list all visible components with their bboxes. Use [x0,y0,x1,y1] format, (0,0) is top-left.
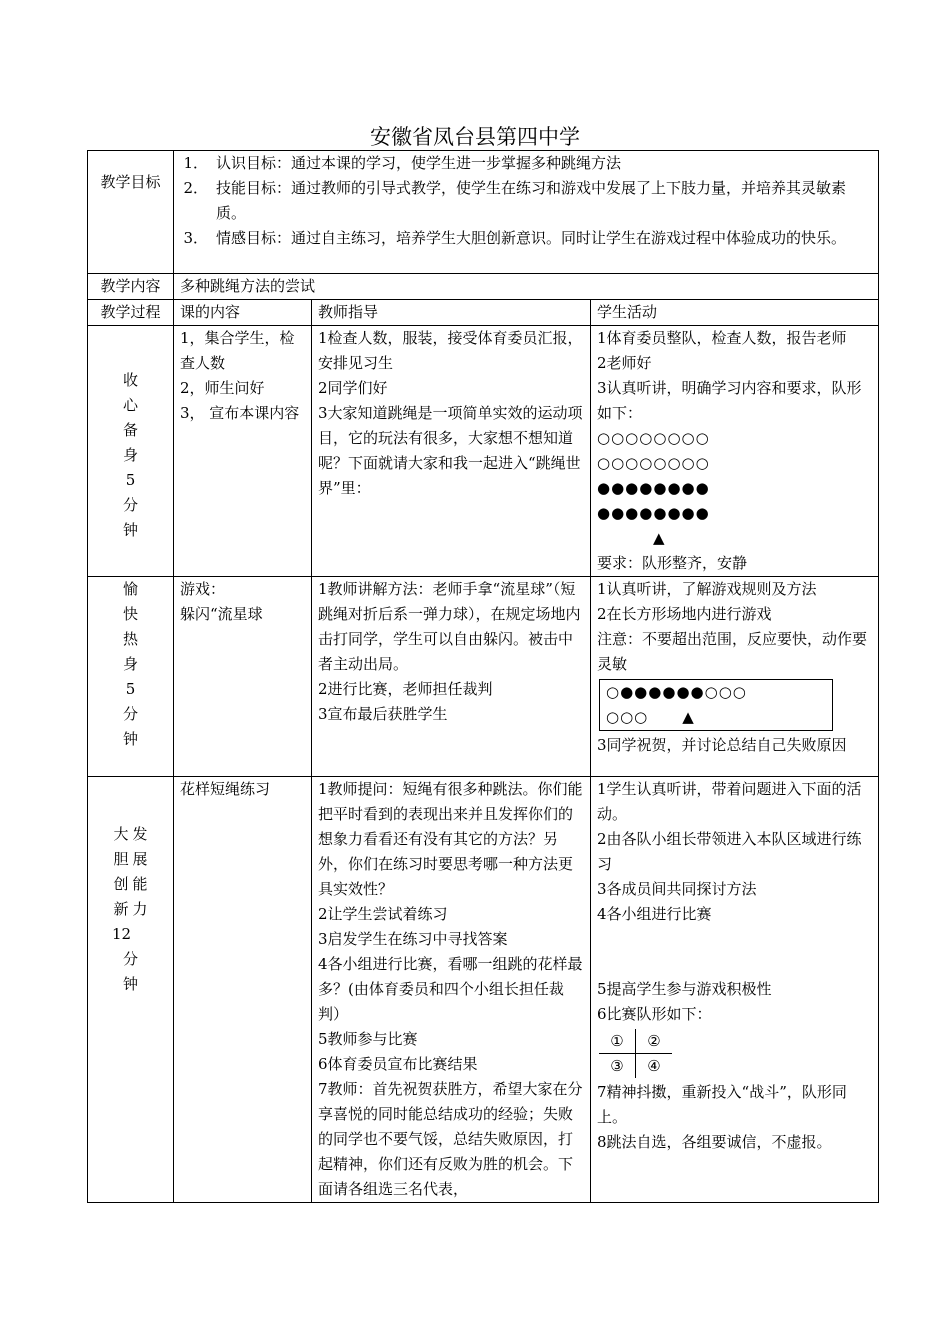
school-title: 安徽省凤台县第四中学 [370,125,580,149]
section2-label: 愉 快 热 身 5 分 钟 [88,577,174,777]
group-1-label: ① [599,1029,636,1054]
content-row [88,274,879,300]
section2-lesson: 游戏： 躲闪“流星球 [174,577,312,777]
section3-label: 大 胆 创 新 发 展 能 力 12 分 钟 [88,777,174,1203]
header-student: 学生活动 [591,300,879,326]
header-row [88,300,879,326]
goal-item: 1． 认识目标：通过本课的学习，使学生进一步掌握多种跳绳方法 [183,154,622,172]
section1-label: 收 心 备 身 5 分 钟 [88,326,174,577]
requirement-text: 要求：队形整齐，安静 [597,554,748,572]
group-4-label: ④ [636,1054,673,1079]
process-label: 教学过程 [88,300,174,326]
goal-item: 3． 情感目标：通过自主练习，培养学生大胆创新意识。同时让学生在游戏过程中体验成功的快乐。 [183,229,847,247]
section1-teacher: 1检查人数，服装，接受体育委员汇报，安排见习生 2同学们好 3大家知道跳绳是一项简单实效的运动项目，它的玩法有很多，大家想不想知道呢？下面就请大家和我一起进入“跳绳世界”里： [312,326,591,577]
section3-row [88,777,879,1203]
group-3-label: ③ [610,1057,624,1075]
formation-row: ●●●●●●●● [597,504,710,522]
goals-row [88,151,879,274]
section3-student: 1学生认真听讲，带着问题进入下面的活动。 2由各队小组长带领进入本队区域进行练习 3各成员间共同探讨方法 4各小组进行比赛 5提高学生参与游戏积极性 6比赛队形如下： ① ② ③ ④ 7精神抖擞，重新投入“战斗”，队形同上。 8跳法自选，各组要诚信，不虚报。 [591,777,879,1203]
section1-row [88,326,879,577]
group-2-label: ② [636,1029,673,1054]
section2-row [88,577,879,777]
section1-student: 1体育委员整队，检查人数，报告老师 2老师好 3认真听讲，明确学习内容和要求，队形如下： ○○○○○○○○ ○○○○○○○○ ●●●●●●●● ●●●●●●●● ▲ 要求：队形整齐，安静 [591,326,879,577]
formation-row: ●●●●●●●● [597,479,710,497]
goals-list [174,151,879,274]
section2-student: 1认真听讲，了解游戏规则及方法 2在长方形场地内进行游戏 注意：不要超出范围，反应要快，动作要灵敏 ○●●●●●●○○○ ○○○ ▲ 3同学祝贺，并讨论总结自己失败原因 [591,577,879,777]
competition-grid [599,1029,672,1078]
formation-row: ○○○○○○○○ [597,454,710,472]
section3-lesson: 花样短绳练习 [174,777,312,1203]
goal-item: 2． 技能目标：通过教师的引导式教学，使学生在练习和游戏中发展了上下肢力量，并培养其灵敏素质。 [183,179,847,222]
section1-lesson: 1，集合学生，检查人数 2，师生问好 3， 宣布本课内容 [174,326,312,577]
game-field-box: ○●●●●●●○○○ ○○○ ▲ [599,679,833,731]
formation-row: ○○○○○○○○ [597,429,710,447]
goals-label: 教学目标 [88,151,174,274]
header-lesson: 课的内容 [174,300,312,326]
lesson-plan-table [87,150,879,1203]
header-teacher: 教师指导 [312,300,591,326]
section2-teacher: 1教师讲解方法：老师手拿“流星球”（短跳绳对折后系一弹力球），在规定场地内击打同学，学生可以自由躲闪。被击中者主动出局。 2进行比赛，老师担任裁判 3宣布最后获胜学生 [312,577,591,777]
content-label: 教学内容 [88,274,174,300]
teacher-triangle-icon: ▲ [682,708,695,726]
teacher-triangle-icon: ▲ [653,529,665,547]
section3-teacher: 1教师提问：短绳有很多种跳法。你们能把平时看到的表现出来并且发挥你们的想象力看看还有没有其它的方法？另外，你们在练习时要思考哪一种方法更具实效性？ 2让学生尝试着练习 3启发学生在练习中寻找答案 4各小组进行比赛，看哪一组跳的花样最多？(由体育委员和四个小组长担任裁判） 5教师参与比赛 6体育委员宣布比赛结果 7教师：首先祝贺获胜方，希望大家在分享喜悦的同时能总结成功的经验；失败的同学也不要气馁，总结失败原因，打起精神，你们还有反败为胜的机会。下面请各组选三名代表， [312,777,591,1203]
content-text: 多种跳绳方法的尝试 [174,274,879,300]
